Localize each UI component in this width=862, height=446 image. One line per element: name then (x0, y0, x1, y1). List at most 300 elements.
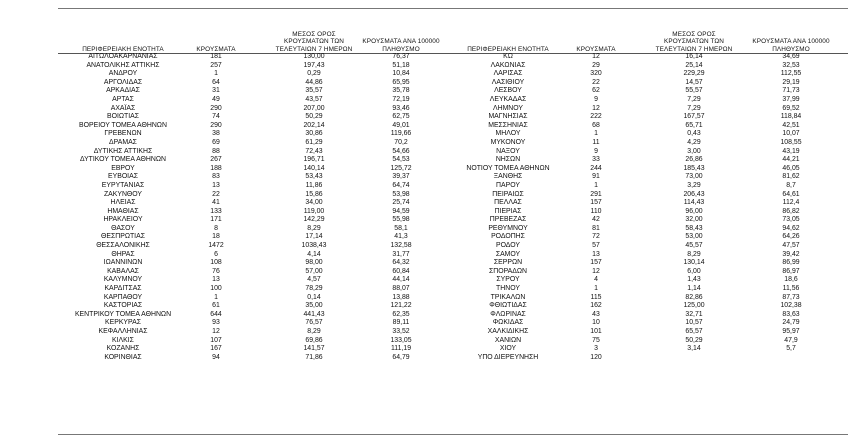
avg-cell: 25,14 (685, 61, 703, 69)
per100k-cell: 55,98 (392, 216, 410, 224)
region-cell: ΠΕΙΡΑΙΩΣ (492, 190, 524, 198)
cases-cell: 8 (214, 224, 218, 232)
region-cell: ΚΙΛΚΙΣ (112, 336, 134, 344)
cases-cell: 22 (592, 78, 600, 86)
per100k-cell: 73,05 (782, 216, 800, 224)
per100k-cell: 54,53 (392, 156, 410, 164)
per100k-cell: 64,32 (392, 259, 410, 267)
header-cases-right: ΚΡΟΥΣΜΑΤΑ (576, 45, 616, 53)
region-cell: ΣΥΡΟΥ (496, 276, 520, 284)
table-row (58, 328, 848, 337)
region-cell: ΖΑΚΥΝΘΟΥ (103, 190, 143, 198)
avg-cell: 207,00 (303, 104, 325, 112)
region-cell: ΑΡΤΑΣ (112, 95, 134, 103)
per100k-cell: 72,19 (392, 95, 410, 103)
per100k-cell: 81,62 (782, 173, 800, 181)
table-row (58, 199, 848, 208)
cases-cell: 33 (592, 156, 600, 164)
avg-cell: 82,86 (685, 293, 703, 301)
cases-cell: 81 (592, 224, 600, 232)
cases-cell: 18 (212, 233, 220, 241)
region-cell: ΑΡΚΑΔΙΑΣ (106, 87, 140, 95)
avg-cell: 55,57 (685, 87, 703, 95)
table-top-rule (58, 8, 848, 9)
table-row (58, 208, 848, 217)
header-per100k-right: ΚΡΟΥΣΜΑΤΑ ΑΝΑ 100000 ΠΛΗΘΥΣΜΟ (752, 38, 830, 53)
avg-cell: 98,00 (305, 259, 323, 267)
per100k-cell: 132,58 (390, 242, 412, 250)
table-bottom-rule (58, 434, 848, 435)
per100k-cell: 71,73 (782, 87, 800, 95)
table-row (58, 165, 848, 174)
avg-cell: 65,57 (685, 328, 703, 335)
cases-cell: 1 (214, 70, 218, 78)
avg-cell: 57,00 (305, 267, 323, 275)
region-cell: ΡΕΘΥΜΝΟΥ (488, 224, 528, 232)
cases-cell: 157 (590, 259, 602, 267)
cases-cell: 31 (212, 87, 220, 95)
cases-cell: 13 (592, 250, 600, 258)
cases-cell: 1 (594, 285, 598, 293)
table-row (58, 79, 848, 88)
table-row (58, 354, 848, 363)
header-avg-right: ΜΕΣΟΣ ΟΡΟΣ ΚΡΟΥΣΜΑΤΩΝ ΤΩΝ ΤΕΛΕΥΤΑΙΩΝ 7 ΗΜΕΡΩΝ (655, 30, 733, 53)
avg-cell: 1,14 (687, 285, 701, 293)
table-row (58, 70, 848, 79)
per100k-cell: 58,1 (394, 224, 408, 232)
per100k-cell: 102,38 (780, 302, 802, 310)
table-row (58, 225, 848, 234)
cases-cell: 38 (212, 130, 220, 138)
avg-cell: 130,00 (303, 53, 325, 60)
avg-cell: 10,57 (685, 319, 703, 327)
avg-cell: 119,00 (303, 207, 325, 215)
table-row (58, 216, 848, 225)
cases-cell: 22 (212, 190, 220, 198)
cases-cell: 9 (594, 147, 598, 155)
avg-cell: 35,57 (305, 87, 323, 95)
avg-cell: 3,00 (687, 147, 701, 155)
region-cell: ΚΑΡΠΑΘΟΥ (103, 293, 143, 301)
region-cell: ΣΕΡΡΩΝ (493, 259, 523, 267)
per100k-cell: 94,59 (392, 207, 410, 215)
region-cell: ΚΕΡΚΥΡΑΣ (105, 319, 141, 327)
per100k-cell: 11,56 (782, 285, 800, 293)
cases-cell: 41 (212, 199, 220, 207)
region-cell: ΗΛΕΙΑΣ (110, 199, 136, 207)
avg-cell: 114,43 (683, 199, 705, 207)
per100k-cell: 32,53 (782, 61, 800, 69)
per100k-cell: 43,19 (782, 147, 800, 155)
per100k-cell: 10,07 (782, 130, 800, 138)
per100k-cell: 86,82 (782, 207, 800, 215)
cases-cell: 1472 (208, 242, 224, 250)
per100k-cell: 60,84 (392, 267, 410, 275)
table-row (58, 233, 848, 242)
per100k-cell: 29,19 (782, 78, 800, 86)
per100k-cell: 64,74 (392, 181, 410, 189)
per100k-cell: 10,84 (392, 70, 410, 78)
avg-cell: 53,00 (685, 233, 703, 241)
cases-cell: 320 (590, 70, 602, 78)
avg-cell: 140,14 (303, 164, 325, 172)
avg-cell: 206,43 (683, 190, 705, 198)
per100k-cell: 86,99 (782, 259, 800, 267)
cases-cell: 1 (594, 181, 598, 189)
per100k-cell: 41,3 (394, 233, 408, 241)
per100k-cell: 24,79 (782, 319, 800, 327)
avg-cell: 45,57 (685, 242, 703, 250)
region-cell: ΚΑΛΥΜΝΟΥ (103, 276, 143, 284)
avg-cell: 8,29 (687, 250, 701, 258)
cases-cell: 11 (592, 138, 600, 146)
cases-cell: 115 (590, 293, 602, 301)
table-row (58, 182, 848, 191)
avg-cell: 441,43 (303, 310, 325, 318)
region-cell: ΠΙΕΡΙΑΣ (494, 207, 522, 215)
avg-cell: 8,29 (307, 224, 321, 232)
region-cell: ΒΟΡΕΙΟΥ ΤΟΜΕΑ ΑΘΗΝΩΝ (79, 121, 167, 129)
region-cell: ΚΕΦΑΛΛΗΝΙΑΣ (98, 328, 148, 335)
avg-cell: 125,00 (683, 302, 705, 310)
cases-cell: 107 (210, 336, 222, 344)
per100k-cell: 8,7 (786, 181, 796, 189)
per100k-cell: 133,05 (390, 336, 412, 344)
table-row (58, 311, 848, 320)
per100k-cell: 33,52 (392, 328, 410, 335)
per100k-cell: 47,57 (782, 242, 800, 250)
table-row (58, 259, 848, 268)
cases-cell: 93 (212, 319, 220, 327)
avg-cell: 8,29 (307, 328, 321, 335)
avg-cell: 50,29 (305, 113, 323, 121)
region-cell: ΗΡΑΚΛΕΙΟΥ (103, 216, 143, 224)
avg-cell: 196,71 (303, 156, 325, 164)
region-cell: ΧΑΝΙΩΝ (494, 336, 522, 344)
per100k-cell: 35,78 (392, 87, 410, 95)
region-cell: ΑΝΔΡΟΥ (108, 70, 138, 78)
per100k-cell: 65,95 (392, 78, 410, 86)
table-row (58, 268, 848, 277)
region-cell: ΛΑΡΙΣΑΣ (493, 70, 523, 78)
header-avg-left: ΜΕΣΟΣ ΟΡΟΣ ΚΡΟΥΣΜΑΤΩΝ ΤΩΝ ΤΕΛΕΥΤΑΙΩΝ 7 ΗΜΕΡΩΝ (275, 30, 353, 53)
cases-cell: 222 (590, 113, 602, 121)
region-cell: ΠΕΛΛΑΣ (494, 199, 522, 207)
cases-cell: 133 (210, 207, 222, 215)
avg-cell: 71,86 (305, 353, 323, 361)
per100k-cell: 39,42 (782, 250, 800, 258)
region-cell: ΛΑΚΩΝΙΑΣ (490, 61, 526, 69)
cases-cell: 49 (212, 95, 220, 103)
region-cell: ΓΡΕΒΕΝΩΝ (104, 130, 142, 138)
per100k-cell: 69,52 (782, 104, 800, 112)
per100k-cell: 53,98 (392, 190, 410, 198)
region-cell: ΘΕΣΠΡΩΤΙΑΣ (101, 233, 145, 241)
region-cell: ΘΗΡΑΣ (111, 250, 135, 258)
per100k-cell: 44,14 (392, 276, 410, 284)
avg-cell: 7,29 (687, 95, 701, 103)
cases-cell: 13 (212, 276, 220, 284)
table-row (58, 139, 848, 148)
cases-cell: 290 (210, 104, 222, 112)
region-cell: ΘΕΣΣΑΛΟΝΙΚΗΣ (96, 242, 150, 250)
region-cell: ΚΟΖΑΝΗΣ (106, 345, 140, 353)
avg-cell: 130,14 (683, 259, 705, 267)
region-cell: ΚΕΝΤΡΙΚΟΥ ΤΟΜΕΑ ΑΘΗΝΩΝ (74, 310, 172, 318)
cases-cell: 181 (210, 53, 222, 60)
avg-cell: 30,86 (305, 130, 323, 138)
per100k-cell: 83,63 (782, 310, 800, 318)
cases-cell: 1 (594, 130, 598, 138)
avg-cell: 4,14 (307, 250, 321, 258)
cases-cell: 42 (592, 216, 600, 224)
table-row (58, 130, 848, 139)
cases-cell: 12 (592, 267, 600, 275)
cases-cell: 12 (592, 104, 600, 112)
per100k-cell: 87,73 (782, 293, 800, 301)
cases-cell: 108 (210, 259, 222, 267)
cases-cell: 74 (212, 113, 220, 121)
per100k-cell: 112,4 (782, 199, 800, 207)
per100k-cell: 5,7 (786, 345, 796, 353)
region-cell: ΣΠΟΡΑΔΩΝ (488, 267, 527, 275)
avg-cell: 26,86 (685, 156, 703, 164)
per100k-cell: 18,6 (784, 276, 798, 284)
table-row (58, 122, 848, 131)
per100k-cell: 31,77 (392, 250, 410, 258)
per100k-cell: 62,75 (392, 113, 410, 121)
region-cell: ΜΗΛΟΥ (495, 130, 521, 138)
region-cell: ΝΗΣΩΝ (495, 156, 521, 164)
table-body (58, 53, 848, 362)
cases-cell: 83 (212, 173, 220, 181)
cases-cell: 167 (210, 345, 222, 353)
region-cell: ΘΑΣΟΥ (111, 224, 135, 232)
cases-cell: 75 (592, 336, 600, 344)
cases-cell: 9 (594, 95, 598, 103)
region-cell: ΜΑΓΝΗΣΙΑΣ (488, 113, 528, 121)
cases-cell: 290 (210, 121, 222, 129)
per100k-cell: 13,88 (392, 293, 410, 301)
region-cell: ΗΜΑΘΙΑΣ (107, 207, 139, 215)
cases-cell: 162 (590, 302, 602, 310)
per100k-cell: 94,62 (782, 224, 800, 232)
cases-cell: 6 (214, 250, 218, 258)
per100k-cell: 49,01 (392, 121, 410, 129)
table-row (58, 242, 848, 251)
avg-cell: 4,57 (307, 276, 321, 284)
region-cell: ΞΑΝΘΗΣ (493, 173, 523, 181)
region-cell: ΡΟΔΟΥ (495, 242, 520, 250)
table-row (58, 148, 848, 157)
cases-cell: 94 (212, 353, 220, 361)
avg-cell: 43,57 (305, 95, 323, 103)
region-cell: ΚΩ (503, 53, 513, 60)
header-cases-left: ΚΡΟΥΣΜΑΤΑ (196, 45, 236, 53)
per100k-cell: 54,66 (392, 147, 410, 155)
table-row (58, 319, 848, 328)
table-row (58, 173, 848, 182)
region-cell: ΜΥΚΟΝΟΥ (490, 138, 526, 146)
per100k-cell: 25,74 (392, 199, 410, 207)
avg-cell: 142,29 (303, 216, 325, 224)
cases-cell: 10 (592, 319, 600, 327)
avg-cell: 73,00 (685, 173, 703, 181)
per100k-cell: 44,21 (782, 156, 800, 164)
avg-cell: 16,14 (685, 53, 703, 60)
per100k-cell (738, 354, 844, 363)
per100k-cell: 86,97 (782, 267, 800, 275)
region-cell: ΤΗΝΟΥ (496, 285, 520, 293)
region-cell: ΔΡΑΜΑΣ (109, 138, 137, 146)
region-cell: ΑΙΤΩΛΟΑΚΑΡΝΑΝΙΑΣ (88, 53, 158, 60)
per100k-cell: 47,9 (784, 336, 798, 344)
region-cell: ΦΛΩΡΙΝΑΣ (490, 310, 526, 318)
avg-cell: 96,00 (685, 207, 703, 215)
cases-cell: 62 (592, 87, 600, 95)
avg-cell: 1,43 (687, 276, 701, 284)
avg-cell: 69,86 (305, 336, 323, 344)
table-row (58, 105, 848, 114)
per100k-cell: 37,99 (782, 95, 800, 103)
cases-cell: 64 (212, 78, 220, 86)
per100k-cell: 34,69 (782, 53, 800, 60)
region-cell: ΦΩΚΙΔΑΣ (492, 319, 524, 327)
cases-cell: 68 (592, 121, 600, 129)
per100k-cell: 93,46 (392, 104, 410, 112)
cases-cell: 644 (210, 310, 222, 318)
table-row (58, 87, 848, 96)
cases-cell: 291 (590, 190, 602, 198)
per100k-cell: 76,37 (392, 53, 410, 60)
avg-cell: 167,57 (683, 113, 705, 121)
cases-cell: 61 (212, 302, 220, 310)
cases-cell: 257 (210, 61, 222, 69)
cases-cell: 69 (212, 138, 220, 146)
region-cell: ΔΥΤΙΚΗΣ ΑΤΤΙΚΗΣ (93, 147, 153, 155)
per100k-cell: 64,61 (782, 190, 800, 198)
cases-cell: 88 (212, 147, 220, 155)
per100k-cell: 125,72 (390, 164, 412, 172)
cases-cell: 12 (212, 328, 220, 335)
region-cell: ΜΕΣΣΗΝΙΑΣ (488, 121, 528, 129)
avg-cell: 32,00 (685, 216, 703, 224)
avg-cell: 0,29 (307, 70, 321, 78)
per100k-cell: 64,26 (782, 233, 800, 241)
region-cell: ΛΗΜΝΟΥ (492, 104, 524, 112)
cases-cell: 171 (210, 216, 222, 224)
table-row (58, 276, 848, 285)
table-row (58, 53, 848, 62)
avg-cell: 72,43 (305, 147, 323, 155)
cases-cell: 1 (214, 293, 218, 301)
region-cell: ΠΡΕΒΕΖΑΣ (489, 216, 527, 224)
per100k-cell: 111,19 (390, 345, 412, 353)
avg-cell: 4,29 (687, 138, 701, 146)
cases-cell: 267 (210, 156, 222, 164)
region-cell: ΕΥΒΟΙΑΣ (108, 173, 138, 181)
cases-cell: 72 (592, 233, 600, 241)
region-cell: ΣΑΜΟΥ (495, 250, 521, 258)
avg-cell: 61,29 (305, 138, 323, 146)
region-cell: ΑΡΓΟΛΙΔΑΣ (103, 78, 143, 86)
per100k-cell: 62,35 (392, 310, 410, 318)
table-row (58, 345, 848, 354)
avg-cell: 50,29 (685, 336, 703, 344)
header-region-left: ΠΕΡΙΦΕΡΕΙΑΚΗ ΕΝΟΤΗΤΑ (82, 45, 164, 53)
region-cell: ΚΟΡΙΝΘΙΑΣ (104, 353, 142, 361)
cases-cell: 76 (212, 267, 220, 275)
region-cell: ΕΥΡΥΤΑΝΙΑΣ (101, 181, 145, 189)
cases-cell: 101 (590, 328, 602, 335)
table-row (58, 294, 848, 303)
avg-cell: 3,14 (687, 345, 701, 353)
avg-cell: 76,57 (305, 319, 323, 327)
cases-cell: 244 (590, 164, 602, 172)
avg-cell (644, 354, 744, 363)
avg-cell: 202,14 (303, 121, 325, 129)
per100k-cell: 39,37 (392, 173, 410, 181)
cases-cell: 157 (590, 199, 602, 207)
cases-cell: 13 (212, 181, 220, 189)
avg-cell: 65,71 (685, 121, 703, 129)
region-cell: ΚΑΣΤΟΡΙΑΣ (103, 302, 143, 310)
region-cell: ΙΩΑΝΝΙΝΩΝ (103, 259, 143, 267)
per100k-cell: 70,2 (394, 138, 408, 146)
per100k-cell: 46,05 (782, 164, 800, 172)
avg-cell: 7,29 (687, 104, 701, 112)
avg-cell: 78,29 (305, 285, 323, 293)
cases-cell: 188 (210, 164, 222, 172)
cases-cell: 4 (594, 276, 598, 284)
cases-cell: 57 (592, 242, 600, 250)
region-cell: ΡΟΔΟΠΗΣ (491, 233, 525, 241)
avg-cell: 35,00 (305, 302, 323, 310)
region-cell: ΒΟΙΩΤΙΑΣ (106, 113, 139, 121)
table-row (58, 96, 848, 105)
avg-cell: 0,14 (307, 293, 321, 301)
table-row (58, 337, 848, 346)
cases-cell: 100 (210, 285, 222, 293)
covid-cases-table (58, 8, 848, 436)
cases-cell: 3 (594, 345, 598, 353)
avg-cell: 0,43 (687, 130, 701, 138)
header-region-right: ΠΕΡΙΦΕΡΕΙΑΚΗ ΕΝΟΤΗΤΑ (467, 45, 549, 53)
cases-cell: 120 (590, 353, 602, 361)
per100k-cell: 64,79 (392, 353, 410, 361)
region-cell: ΦΘΙΩΤΙΔΑΣ (489, 302, 527, 310)
avg-cell: 53,43 (305, 173, 323, 181)
region-cell: ΠΑΡΟΥ (496, 181, 520, 189)
cases-cell: 91 (592, 173, 600, 181)
region-cell: ΚΑΒΑΛΑΣ (107, 267, 139, 275)
avg-cell: 3,29 (687, 181, 701, 189)
per100k-cell: 118,84 (780, 113, 802, 121)
region-cell: ΝΑΞΟΥ (496, 147, 520, 155)
region-cell: ΥΠΟ ΔΙΕΡΕΥΝΗΣΗ (477, 353, 539, 361)
avg-cell: 11,86 (305, 181, 323, 189)
per100k-cell: 89,11 (392, 319, 410, 327)
per100k-cell: 112,55 (780, 70, 802, 78)
region-cell: ΝΟΤΙΟΥ ΤΟΜΕΑ ΑΘΗΝΩΝ (466, 164, 550, 172)
region-cell: ΑΧΑΪΑΣ (110, 104, 136, 112)
per100k-cell: 119,66 (390, 130, 412, 138)
avg-cell: 185,43 (683, 164, 705, 172)
header-per100k-left: ΚΡΟΥΣΜΑΤΑ ΑΝΑ 100000 ΠΛΗΘΥΣΜΟ (362, 38, 440, 53)
per100k-cell: 51,18 (392, 61, 410, 69)
avg-cell: 1038,43 (301, 242, 327, 250)
table-row (58, 156, 848, 165)
